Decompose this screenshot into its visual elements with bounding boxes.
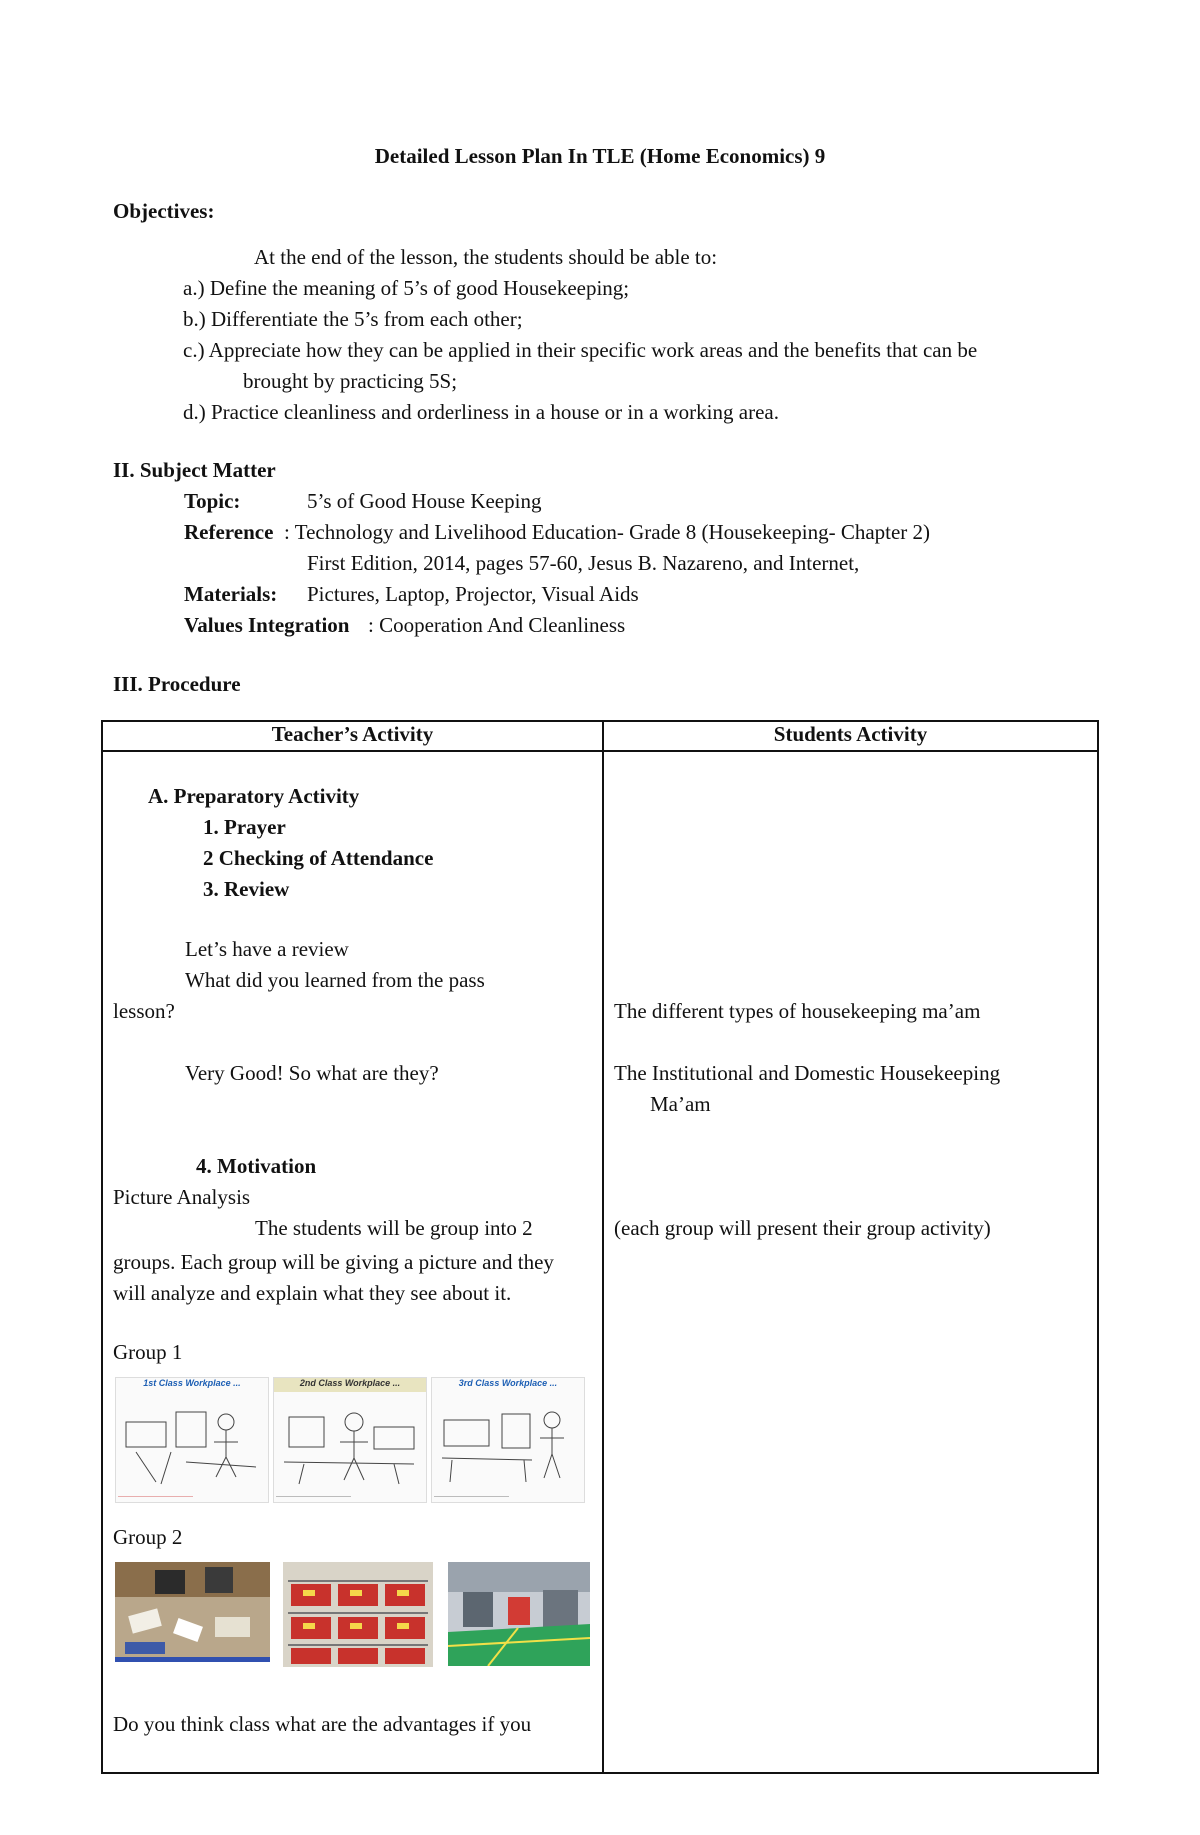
- topic-label: Topic:: [184, 489, 241, 513]
- clean-factory-photo: [448, 1562, 590, 1666]
- attendance-item: 2 Checking of Attendance: [203, 846, 434, 870]
- review-question-cont: lesson?: [113, 999, 175, 1023]
- workplace-sketch-3: [432, 1392, 584, 1492]
- reference-value-cont: First Edition, 2014, pages 57-60, Jesus B. Nazareno, and Internet,: [307, 551, 860, 575]
- student-answer-2: The Institutional and Domestic Housekeeping: [614, 1061, 1001, 1085]
- group2-picture-red-bins: [283, 1562, 433, 1667]
- students-activity-cell: [603, 751, 1098, 1773]
- group2-label: Group 2: [113, 1525, 183, 1549]
- workplace-sketch-2: [274, 1392, 426, 1492]
- workplace-sketch-1: [116, 1392, 268, 1492]
- group2-picture-clean-factory: [448, 1562, 590, 1666]
- reference-value: : Technology and Livelihood Education- Grade 8 (Housekeeping- Chapter 2): [284, 520, 931, 544]
- group2-picture-messy-office: [115, 1562, 270, 1662]
- values-value: : Cooperation And Cleanliness: [368, 613, 626, 637]
- materials-label: Materials:: [184, 582, 278, 606]
- student-answer-2-cont: Ma’am: [650, 1092, 711, 1116]
- objective-d: d.) Practice cleanliness and orderliness in a house or in a working area.: [183, 400, 779, 424]
- red-bins-photo: [283, 1562, 433, 1667]
- materials-value: Pictures, Laptop, Projector, Visual Aids: [307, 582, 639, 606]
- group1-picture-3-caption: 3rd Class Workplace ...: [458, 1378, 558, 1388]
- page-title: Detailed Lesson Plan In TLE (Home Economics) 9: [374, 144, 826, 168]
- reference-label: Reference: [184, 520, 274, 544]
- review-item: 3. Review: [203, 877, 290, 901]
- group1-picture-2: 2nd Class Workplace ... ———————————————: [273, 1377, 427, 1503]
- prayer-item: 1. Prayer: [203, 815, 286, 839]
- values-label: Values Integration: [184, 613, 350, 637]
- objective-c-cont: brought by practicing 5S;: [243, 369, 458, 393]
- objective-b: b.) Differentiate the 5’s from each other;: [183, 307, 523, 331]
- preparatory-heading: A. Preparatory Activity: [148, 784, 360, 808]
- teacher-column-header: Teacher’s Activity: [102, 721, 603, 751]
- group1-picture-2-caption: 2nd Class Workplace ...: [274, 1378, 426, 1392]
- procedure-table: [101, 720, 1099, 1774]
- teacher-activity-cell: [102, 751, 603, 1773]
- group1-picture-1: 1st Class Workplace ... ———————————————: [115, 1377, 269, 1503]
- objective-c: c.) Appreciate how they can be applied in their specific work areas and the benefits that can be: [183, 338, 978, 362]
- student-answer-3: (each group will present their group activity): [614, 1216, 991, 1240]
- advantages-question: Do you think class what are the advantages if you: [113, 1712, 532, 1736]
- objectives-intro: At the end of the lesson, the students should be able to:: [254, 245, 718, 269]
- instructions-first-line: The students will be group into 2: [255, 1216, 533, 1240]
- objectives-heading: Objectives:: [113, 199, 215, 223]
- picture-analysis-label: Picture Analysis: [113, 1185, 251, 1209]
- very-good-line: Very Good! So what are they?: [185, 1061, 439, 1085]
- instructions-text: groups. Each group will be giving a picture and they will analyze and explain what they see about it.: [113, 1250, 554, 1305]
- students-column-header: Students Activity: [603, 721, 1098, 751]
- review-question: What did you learned from the pass: [185, 968, 485, 992]
- procedure-heading: III. Procedure: [113, 672, 241, 696]
- objective-a: a.) Define the meaning of 5’s of good Housekeeping;: [183, 276, 630, 300]
- group1-picture-3: 3rd Class Workplace ... ———————————————: [431, 1377, 585, 1503]
- student-answer-1: The different types of housekeeping ma’am: [614, 999, 981, 1023]
- messy-office-photo: [115, 1562, 270, 1662]
- topic-value: 5’s of Good House Keeping: [307, 489, 542, 513]
- group1-label: Group 1: [113, 1340, 183, 1364]
- group1-picture-1-caption: 1st Class Workplace ...: [143, 1378, 241, 1388]
- motivation-heading: 4. Motivation: [196, 1154, 317, 1178]
- review-line: Let’s have a review: [185, 937, 349, 961]
- subject-matter-heading: II. Subject Matter: [113, 458, 276, 482]
